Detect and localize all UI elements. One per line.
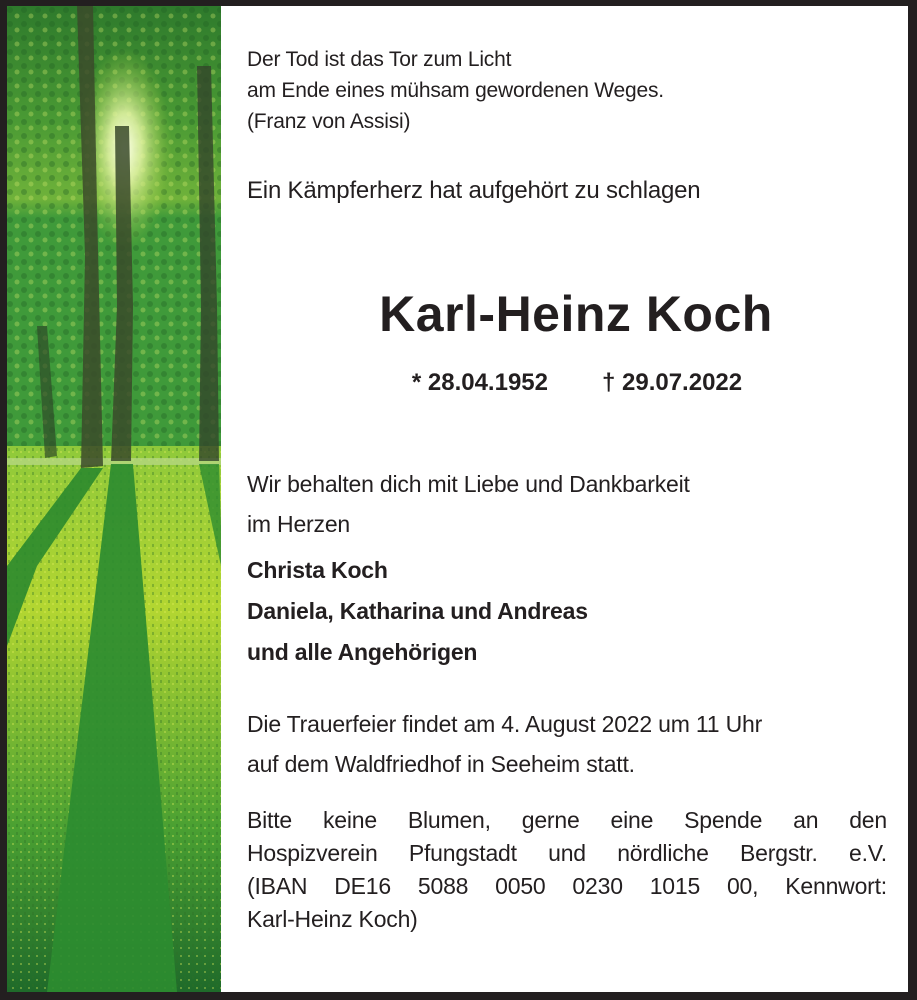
mourner: Daniela, Katharina und Andreas: [247, 598, 588, 624]
donation-line: Hospizverein Pfungstadt und nördliche Bergstr. e.V.: [247, 840, 887, 866]
life-dates: [247, 368, 887, 398]
donation-line: Bitte keine Blumen, gerne eine Spende an den: [247, 807, 887, 833]
mourner: und alle Angehörigen: [247, 639, 478, 665]
park-photo: [7, 6, 221, 992]
quote-line: am Ende eines mühsam gewordenen Weges.: [247, 79, 664, 102]
service-line: auf dem Waldfriedhof in Seeheim statt.: [247, 751, 635, 777]
birth-date: * 28.04.1952: [411, 369, 548, 396]
remembrance-line: im Herzen: [247, 511, 351, 537]
donation-line: Karl-Heinz Koch): [247, 906, 418, 932]
intro-line: Ein Kämpferherz hat aufgehört zu schlagen: [247, 177, 701, 204]
donation-line: (IBAN DE16 5088 0050 0230 1015 00, Kennwort:: [247, 873, 887, 899]
service-line: Die Trauerfeier findet am 4. August 2022 um 11 Uhr: [247, 711, 763, 737]
deceased-name: Karl-Heinz Koch: [379, 286, 773, 342]
donation-info: [247, 804, 887, 936]
remembrance-line: Wir behalten dich mit Liebe und Dankbarkeit: [247, 471, 690, 497]
death-date: † 29.07.2022: [601, 369, 743, 396]
park-trees-image: [7, 6, 221, 992]
quote-author: (Franz von Assisi): [247, 110, 411, 133]
text-panel: [247, 6, 887, 992]
mourner: Christa Koch: [247, 557, 388, 583]
obituary-notice: [7, 6, 908, 992]
quote-line: Der Tod ist das Tor zum Licht: [247, 48, 512, 71]
